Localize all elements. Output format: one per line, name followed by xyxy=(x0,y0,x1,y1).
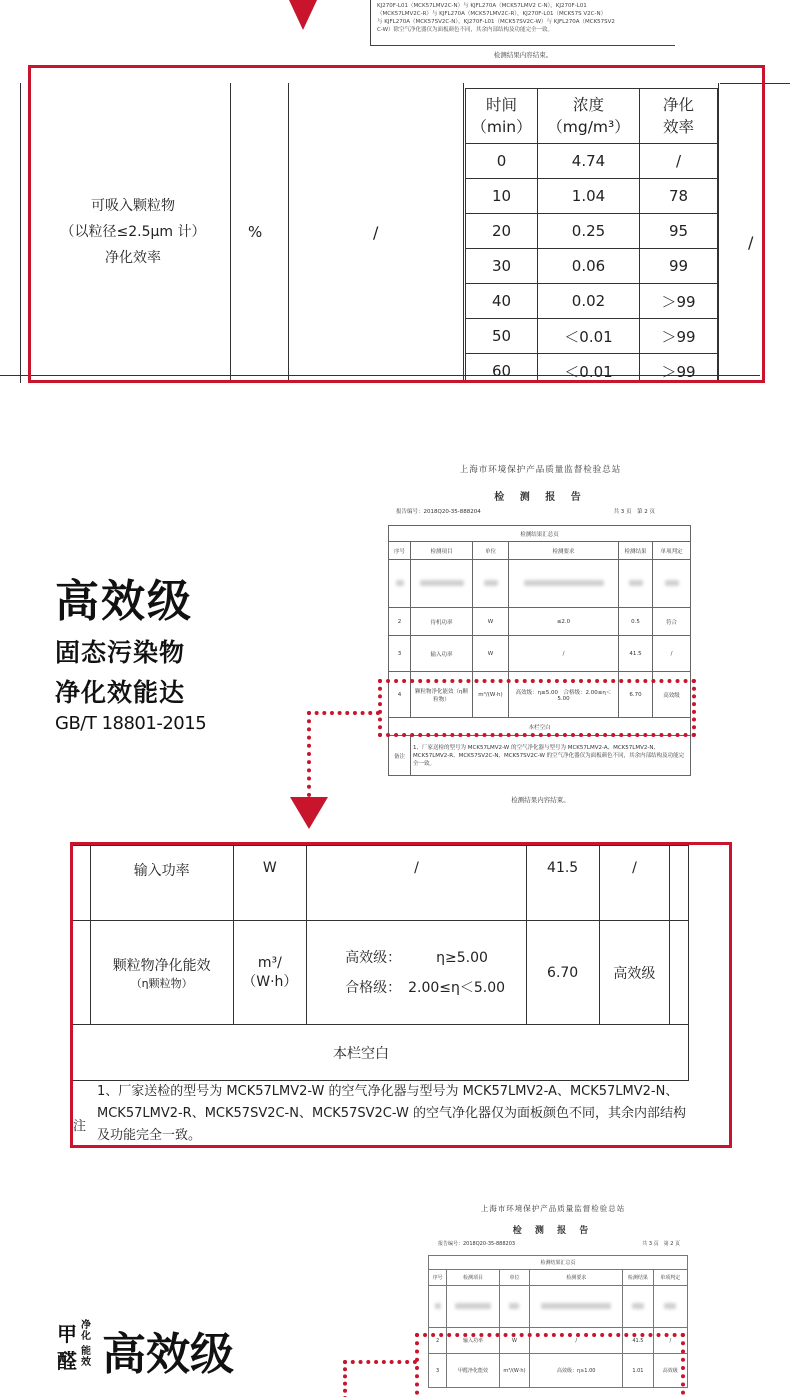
header-time: 时间 （min） xyxy=(466,89,538,144)
table-row: 20 0.25 95 xyxy=(466,214,718,249)
table-row: 40 0.02 ＞99 xyxy=(466,284,718,319)
report-title: 检 测 报 告 xyxy=(512,1226,594,1236)
item-name-line: 净化效率 xyxy=(105,250,161,266)
header-eff: 净化 效率 xyxy=(640,89,718,144)
down-arrow-icon xyxy=(290,797,328,829)
table-row: 30 0.06 99 xyxy=(466,249,718,284)
table-row: 颗粒物净化能效 （η颗粒物） m³/（W·h） 高效级： η≥5.00 合格级： 2.00≤η＜5.00 6.70 高效级 xyxy=(70,921,689,1025)
scan-line: KJ270F-L01（MCK57LMV2C-N）与 KJFL270A（MCK57LMV2 C-N），KJ270F-L01 xyxy=(377,3,587,9)
scan-line: 与 KJFL270A（MCK57SV2C-N），KJ270F-L01（MCK57SV2C-W）与 KJFL270A（MCK57SV2 xyxy=(377,19,615,25)
report-page: 共 3 页 第 2 页 xyxy=(642,1241,680,1247)
blurred-row xyxy=(429,1286,688,1328)
dotted-connector xyxy=(343,1360,417,1364)
table-border xyxy=(20,83,21,383)
headline: 高效级 xyxy=(55,576,193,627)
note-text: 1、厂家送检的型号为 MCK57LMV2-W 的空气净化器与型号为 MCK57LMV2-A、MCK57LMV2-N、 MCK57LMV2-R、MCK57SV2C-N、MCK57SV2C-W 的空气净化器仅为面板颜色不同，其余内部结构 及功能完全一致。 xyxy=(97,1084,686,1143)
table-row: 50 ＜0.01 ＞99 xyxy=(466,319,718,354)
scan-line: C-W）除空气净化器仅为面板颜色不同，其余内部结构及功能完全一致。 xyxy=(377,27,554,33)
down-arrow-icon xyxy=(289,0,317,30)
report-number: 报告编号：2018Q20-35-888203 xyxy=(438,1241,516,1247)
dotted-highlight xyxy=(378,679,696,737)
table-row: 输入功率 W / 41.5 / xyxy=(70,846,689,921)
report-org: 上海市环境保护产品质量监督检验总站 xyxy=(459,465,622,475)
unit-value: % xyxy=(248,223,263,241)
dotted-connector xyxy=(307,711,380,715)
subheadline: 净化效能达 xyxy=(55,678,186,707)
report-org: 上海市环境保护产品质量监督检验总站 xyxy=(480,1204,626,1213)
report-title: 检 测 报 告 xyxy=(494,492,587,503)
blank-row: 本栏空白 xyxy=(70,1025,689,1081)
standard-label: GB/T 18801-2015 xyxy=(55,713,207,734)
note-row: 备注 1、厂家送检的型号为 MCK57LMV2-W 的空气净化器与型号为 MCK57LMV2-A、MCK57LMV2-N、MCK57LMV2-R、MCK57SV2C-N、MCK57SV2C-W 的空气净化器仅为面板颜色不同，其余内部结构及功能完全一致。 xyxy=(389,736,691,776)
table-header-row: 序号 检测项目 单位 检测要求 检测结果 单项判定 xyxy=(389,542,691,560)
scan-snippet xyxy=(370,0,675,59)
report-number: 报告编号：2018Q20-35-888204 xyxy=(396,509,481,515)
table-row: 3 甲醛净化能效 m³/(W·h) 高效级：η≥1.00 1.01 高效级 xyxy=(429,1354,688,1388)
zoomed-efficiency-table xyxy=(70,842,732,1148)
table-row: 10 1.04 78 xyxy=(466,179,718,214)
dotted-connector xyxy=(307,711,311,797)
subheadline: 固态污染物 xyxy=(55,638,186,667)
result-value: / xyxy=(748,233,754,252)
item-name-line: （以粒径≤2.5μm 计） xyxy=(60,224,206,240)
table-row: 2 待机功率 W ≤2.0 0.5 符合 xyxy=(389,608,691,636)
efficiency-table xyxy=(70,845,689,1081)
dotted-connector xyxy=(343,1360,347,1397)
summary-table-title: 检测结果汇总页 xyxy=(389,526,691,542)
report-page: 共 3 页 第 2 页 xyxy=(613,509,655,515)
table-row: 60 ＜0.01 ＞99 xyxy=(466,354,718,384)
table-header-row: 序号 检测项目 单位 检测要求 检测结果 单项判定 xyxy=(429,1270,688,1286)
item-name-line: 可吸入颗粒物 xyxy=(91,198,175,214)
highlight-frame xyxy=(28,65,765,383)
dotted-highlight xyxy=(415,1333,685,1397)
headline: 高效级 xyxy=(102,1329,234,1380)
scan-end-text: 检测结果内容结束。 xyxy=(493,51,553,59)
summary-table-title: 检测结果汇总页 xyxy=(429,1256,688,1270)
report-end: 检测结果内容结束。 xyxy=(511,796,570,804)
table-row: 3 输入功率 W / 41.5 / xyxy=(389,636,691,672)
formaldehyde-logo: 甲 醛 净 化 能 效 xyxy=(57,1320,91,1373)
header-conc: 浓度 （mg/m³） xyxy=(538,89,640,144)
table-row: 2 输入功率 W / 41.5 / xyxy=(429,1328,688,1354)
summary-table xyxy=(388,525,691,776)
scan-line: （MCK57LMV2C-R）与 KJFL270A（MCK57LMV2C-R），KJ270F-L01（MCK57S V2C-N） xyxy=(377,11,607,17)
note-label: 注 xyxy=(73,1119,87,1134)
report-scan xyxy=(388,455,693,825)
table-row: 4 颗粒物净化能效（η颗粒物） m³/(W·h) 高效级：η≥5.00 合格级：2.00≤η＜5.00 6.70 高效级 xyxy=(389,672,691,718)
blurred-row xyxy=(389,560,691,608)
requirement-value: / xyxy=(373,223,379,242)
blank-row: 本栏空白 xyxy=(389,718,691,736)
table-row: 0 4.74 / xyxy=(466,144,718,179)
